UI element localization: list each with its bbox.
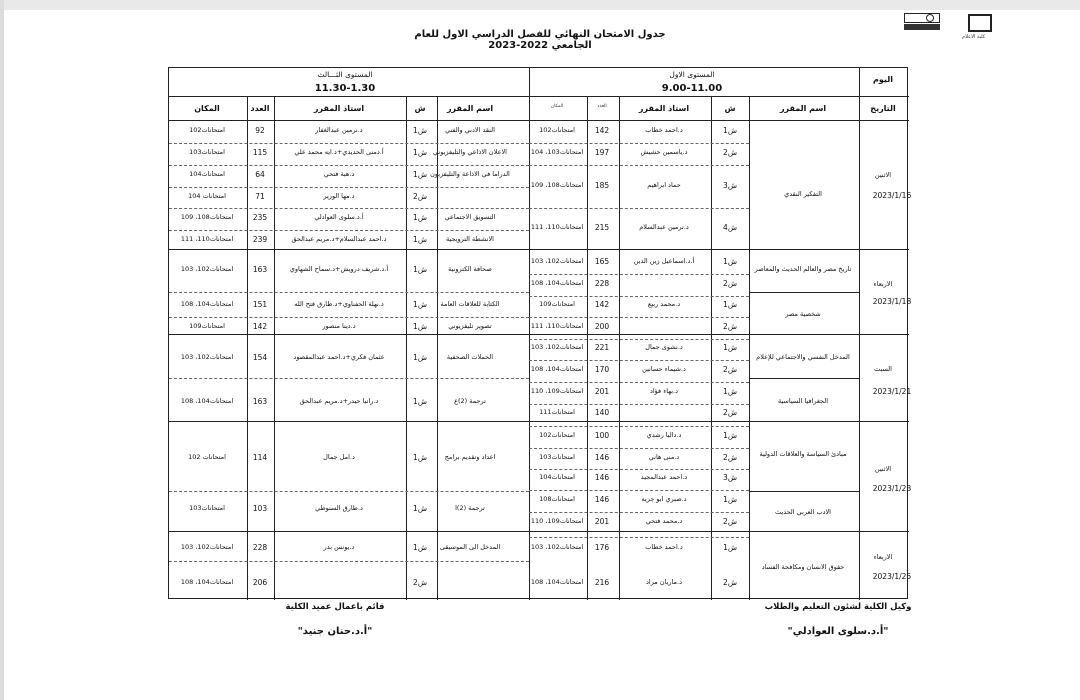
- l3-professor: أ.دمنى الحديدي+د.ايه محمد علي: [294, 148, 384, 156]
- l1-count: 197: [594, 148, 610, 157]
- l3-count: 151: [252, 300, 268, 309]
- l1-section: ش1: [723, 300, 737, 309]
- l3-section: ش1: [413, 265, 427, 274]
- l1-section: ش3: [723, 473, 737, 482]
- l3-section: ش1: [413, 213, 427, 222]
- l1-place: امتحانات111: [539, 408, 575, 416]
- exam-date: 2023/1/16: [872, 191, 912, 200]
- l1-count: 165: [594, 257, 610, 266]
- col-count-l1: العدد: [597, 104, 607, 109]
- l1-professor: د.ياسمين حشيش: [640, 148, 688, 156]
- l3-place: امتحانات102: [189, 126, 225, 134]
- l3-count: 235: [252, 213, 268, 222]
- l1-professor: د.احمد خطاب: [645, 126, 683, 134]
- level3-label: المستوى الثـــالث: [317, 70, 373, 79]
- level1-time: 9.00-11.00: [661, 83, 723, 94]
- l3-place: امتحانات104، 108: [180, 578, 234, 586]
- l1-professor: د.نرمين عبدالسلام: [639, 223, 689, 231]
- day-name: الاثنين: [874, 465, 892, 473]
- l3-count: 206: [252, 578, 268, 587]
- row-separator: [529, 469, 749, 470]
- l1-section: ش1: [723, 387, 737, 396]
- l1-course-name: الجغرافيا السياسية: [777, 397, 829, 405]
- row-separator: [529, 296, 749, 297]
- col-section-l3: ش: [414, 104, 426, 113]
- row-separator: [169, 292, 529, 293]
- l3-professor: د.طارق السنوطي: [315, 504, 363, 512]
- dean-name: "أ.د.حنان جنيد": [297, 626, 373, 637]
- faculty-logo-icon: [904, 13, 940, 31]
- l1-place: امتحانات110، 111: [530, 223, 584, 231]
- row-separator: [529, 208, 749, 209]
- l3-place: امتحانات102، 103: [180, 353, 234, 361]
- exam-date: 2023/1/23: [872, 484, 912, 493]
- col-place-l3: المكان: [194, 104, 220, 113]
- l3-course-name: اعداد وتقديم برامج: [444, 453, 496, 461]
- l1-professor: د.نشوى جمال: [645, 343, 683, 351]
- faculty-caption: كلية الاعلام: [962, 34, 986, 40]
- day-name: السبت: [874, 365, 892, 373]
- l1-section: ش1: [723, 343, 737, 352]
- l1-place: امتحانات110، 111: [530, 322, 584, 330]
- l1-count: 176: [594, 543, 610, 552]
- l3-place: امتحانات110، 111: [180, 235, 234, 243]
- l1-section: ش2: [723, 365, 737, 374]
- l1-place: امتحانات109، 110: [530, 517, 584, 525]
- l3-section: ش1: [413, 397, 427, 406]
- l1-professor: د.منى هاني: [648, 453, 680, 461]
- day-name: الاربعاء: [873, 280, 893, 288]
- day-rule: [169, 334, 909, 335]
- col-prof-l1: استاذ المقرر: [638, 104, 690, 113]
- row-separator: [529, 317, 749, 318]
- course-rule: [749, 292, 859, 293]
- l1-course-name: مبادئ السياسة والعلاقات الدولية: [759, 450, 847, 458]
- l1-count: 185: [594, 181, 610, 190]
- l1-count: 100: [594, 431, 610, 440]
- l1-section: ش1: [723, 431, 737, 440]
- l1-professor: د.داليا رشدي: [646, 431, 682, 439]
- column-rule: [749, 96, 750, 600]
- row-separator: [529, 274, 749, 275]
- l3-course-name: الاعلان الاذاعي والتليفزيوني: [433, 148, 507, 156]
- l3-course-name: الحملات الصحفية: [446, 353, 494, 361]
- l3-section: ش1: [413, 453, 427, 462]
- l1-count: 142: [594, 300, 610, 309]
- l1-place: امتحانات102، 103: [530, 257, 584, 265]
- l3-place: امتحانات103: [189, 504, 225, 512]
- row-separator: [529, 537, 749, 538]
- l1-place: امتحانات104، 108: [530, 365, 584, 373]
- l1-section: ش2: [723, 517, 737, 526]
- day-name: الاربعاء: [873, 553, 893, 561]
- exam-date: 2023/1/18: [872, 297, 912, 306]
- l1-professor: أ.د.اسماعيل زين الدين: [633, 257, 695, 265]
- l3-place: امتحانات103: [189, 148, 225, 156]
- l1-count: 201: [594, 517, 610, 526]
- level1-label: المستوى الاول: [669, 70, 715, 79]
- l1-count: 146: [594, 473, 610, 482]
- l1-count: 228: [594, 279, 610, 288]
- col-prof-l3: استاذ المقرر: [313, 104, 365, 113]
- l1-count: 216: [594, 578, 610, 587]
- row-separator: [169, 165, 529, 166]
- l3-course-name: ترجمة (2)ع: [454, 397, 486, 405]
- l1-place: امتحانات104: [539, 473, 575, 481]
- page-title: جدول الامتحان النهائي للفصل الدراسي الاول للعام الجامعي 2022-2023: [414, 29, 666, 51]
- l3-place: امتحانات 104: [188, 192, 226, 200]
- l3-professor: أ.د.سلوى العوادلي: [314, 213, 364, 221]
- row-separator: [529, 165, 749, 166]
- column-rule: [247, 96, 248, 600]
- l1-place: امتحانات109، 110: [530, 387, 584, 395]
- column-rule: [587, 96, 588, 600]
- level3-time: 11.30-1.30: [314, 83, 376, 94]
- l3-professor: د.احمد عبدالسلام+د.مريم عبدالحق: [291, 235, 387, 243]
- l1-professor: د.ماريان مراد: [646, 578, 682, 586]
- l1-course-name: حقوق الانسان ومكافحة الفساد: [761, 563, 845, 571]
- row-separator: [529, 512, 749, 513]
- l1-section: ش1: [723, 257, 737, 266]
- l3-section: ش1: [413, 148, 427, 157]
- l3-place: امتحانات104: [189, 170, 225, 178]
- course-rule: [749, 491, 859, 492]
- l1-count: 200: [594, 322, 610, 331]
- l3-count: 64: [255, 170, 265, 179]
- l3-count: 71: [255, 192, 265, 201]
- l1-place: امتحانات103، 104: [530, 148, 584, 156]
- l3-course-name: الدراما في الاذاعة والتليفزيون: [430, 170, 510, 178]
- l3-section: ش1: [413, 504, 427, 513]
- vice-dean-name: "أ.د.سلوى العوادلي": [787, 626, 889, 637]
- l1-count: 146: [594, 495, 610, 504]
- subheader-rule: [169, 120, 909, 121]
- l3-course-name: النقد الادبي والفني: [445, 126, 495, 134]
- l3-professor: د.امل جمال: [323, 453, 355, 461]
- l3-count: 103: [252, 504, 268, 513]
- l1-section: ش2: [723, 279, 737, 288]
- l3-section: ش1: [413, 300, 427, 309]
- day-name: الاثنين: [874, 171, 892, 179]
- l3-professor: عثمان فكري+د.احمد عبدالمقصود: [293, 353, 385, 361]
- l3-course-name: التسويق الاجتماعي: [444, 213, 496, 221]
- l1-count: 201: [594, 387, 610, 396]
- row-separator: [529, 426, 749, 427]
- l3-count: 142: [252, 322, 268, 331]
- exam-date: 2023/1/25: [872, 572, 912, 581]
- l3-place: امتحانات102، 103: [180, 265, 234, 273]
- day-rule: [169, 249, 909, 250]
- l3-section: ش1: [413, 353, 427, 362]
- row-separator: [529, 382, 749, 383]
- l1-section: ش2: [723, 578, 737, 587]
- l3-count: 92: [255, 126, 265, 135]
- page-left-edge: [0, 0, 4, 700]
- row-separator: [529, 143, 749, 144]
- l1-place: امتحانات102: [539, 431, 575, 439]
- l1-place: امتحانات102، 103: [530, 543, 584, 551]
- l3-count: 115: [252, 148, 268, 157]
- row-separator: [169, 378, 529, 379]
- l1-place: امتحانات102: [539, 126, 575, 134]
- l3-count: 163: [252, 397, 268, 406]
- l3-count: 163: [252, 265, 268, 274]
- l3-professor: د.هبة فتحي: [323, 170, 355, 178]
- header-rule: [169, 96, 909, 97]
- l3-course-name: تصوير تليفزيوني: [448, 322, 492, 330]
- l1-section: ش2: [723, 453, 737, 462]
- l1-place: امتحانات109: [539, 300, 575, 308]
- l3-place: امتحانات102، 103: [180, 543, 234, 551]
- l3-count: 228: [252, 543, 268, 552]
- day-rule: [169, 421, 909, 422]
- l1-professor: د.شيماء حسانين: [642, 365, 686, 373]
- day-rule: [169, 531, 909, 532]
- col-course-l3: اسم المقرر: [446, 104, 494, 113]
- l1-place: امتحانات102، 103: [530, 343, 584, 351]
- l3-section: ش1: [413, 543, 427, 552]
- l3-section: ش2: [413, 578, 427, 587]
- l1-count: 146: [594, 453, 610, 462]
- row-separator: [529, 339, 749, 340]
- l1-count: 221: [594, 343, 610, 352]
- l1-place: امتحانات104، 108: [530, 578, 584, 586]
- l1-section: ش2: [723, 408, 737, 417]
- l3-professor: د.نرمين عبدالغفار: [315, 126, 363, 134]
- row-separator: [169, 561, 529, 562]
- date-header: التاريخ: [870, 104, 896, 113]
- l1-professor: د.صبري ابو جزيه: [641, 495, 687, 503]
- l3-count: 114: [252, 453, 268, 462]
- row-separator: [169, 187, 529, 188]
- l1-professor: د.محمد فتحي: [645, 517, 683, 525]
- university-logo-icon: [968, 14, 992, 32]
- l1-professor: د.بهاء فؤاد: [649, 387, 679, 395]
- l3-section: ش1: [413, 322, 427, 331]
- l1-place: امتحانات108، 109: [530, 181, 584, 189]
- page-top-edge: [0, 0, 1080, 10]
- l1-place: امتحانات103: [539, 453, 575, 461]
- l1-professor: حماد ابراهيم: [647, 181, 681, 189]
- l1-count: 140: [594, 408, 610, 417]
- l3-course-name: الكتابة للعلاقات العامة: [440, 300, 500, 308]
- col-count-l3: العدد: [250, 104, 270, 113]
- l1-course-name: الادب العربي الحديث: [775, 508, 831, 516]
- col-place-l1: المكان: [550, 104, 564, 109]
- date-column-rule: [859, 68, 860, 600]
- l3-course-name: ترجمة (2)ا: [455, 504, 485, 512]
- vice-dean-title: وكيل الكلية لشئون التعليم والطلاب: [764, 602, 912, 612]
- column-rule: [711, 96, 712, 600]
- l1-section: ش1: [723, 495, 737, 504]
- col-section-l1: ش: [724, 104, 736, 113]
- dean-title: قائم باعمال عميد الكلية: [285, 602, 385, 612]
- l1-course-name: المدخل النفسي والاجتماعي للإعلام: [756, 353, 850, 361]
- l1-count: 170: [594, 365, 610, 374]
- l1-section: ش1: [723, 126, 737, 135]
- l3-section: ش1: [413, 235, 427, 244]
- l3-professor: د.دينا منصور: [322, 322, 356, 330]
- row-separator: [169, 208, 529, 209]
- l1-count: 142: [594, 126, 610, 135]
- l1-place: امتحانات108: [539, 495, 575, 503]
- l3-count: 154: [252, 353, 268, 362]
- day-header: اليوم: [873, 75, 893, 84]
- l1-course-name: تاريخ مصر والعالم الحديث والمعاصر: [754, 265, 852, 273]
- l3-professor: د.يونس بدر: [323, 543, 355, 551]
- l3-place: امتحانات109: [189, 322, 225, 330]
- l1-professor: د.احمد عبدالمجيد: [640, 473, 688, 481]
- row-separator: [529, 448, 749, 449]
- row-separator: [169, 317, 529, 318]
- l1-section: ش3: [723, 181, 737, 190]
- l3-course-name: صحافة الكترونية: [448, 265, 492, 273]
- l1-professor: د.احمد خطاب: [645, 543, 683, 551]
- l1-section: ش2: [723, 322, 737, 331]
- l1-section: ش2: [723, 148, 737, 157]
- l1-section: ش1: [723, 543, 737, 552]
- l3-place: امتحانات108، 109: [180, 213, 234, 221]
- column-rule: [406, 96, 407, 600]
- l1-professor: د.محمد ربيع: [647, 300, 681, 308]
- l3-course-name: الانشطة الترويجية: [446, 235, 494, 243]
- col-course-l1: اسم المقرر: [779, 104, 827, 113]
- l3-count: 239: [252, 235, 268, 244]
- l3-section: ش2: [413, 192, 427, 201]
- l3-place: امتحانات104، 108: [180, 397, 234, 405]
- l3-professor: د.مها الوزير: [323, 192, 355, 200]
- row-separator: [529, 404, 749, 405]
- l3-course-name: المدخل الى الموسيقى: [439, 543, 501, 551]
- exam-date: 2023/1/21: [872, 387, 912, 396]
- row-separator: [169, 230, 529, 231]
- course-rule: [749, 378, 859, 379]
- column-rule: [274, 96, 275, 600]
- row-separator: [169, 491, 529, 492]
- l1-course-name: شخصية مصر: [785, 310, 821, 318]
- l3-place: امتحانات104، 108: [180, 300, 234, 308]
- l1-count: 215: [594, 223, 610, 232]
- l1-course-name: التفكير النقدي: [784, 190, 822, 198]
- l3-professor: د.نهلة الحفناوي+د.طارق فتح الله: [294, 300, 384, 308]
- l3-section: ش1: [413, 126, 427, 135]
- row-separator: [169, 143, 529, 144]
- l1-section: ش4: [723, 223, 737, 232]
- column-rule: [619, 96, 620, 600]
- l3-section: ش1: [413, 170, 427, 179]
- l3-professor: د.رانيا حيدر+د.مريم عبدالحق: [299, 397, 379, 405]
- row-separator: [529, 360, 749, 361]
- l3-place: امتحانات 102: [188, 453, 226, 461]
- l1-place: امتحانات104، 108: [530, 279, 584, 287]
- row-separator: [529, 490, 749, 491]
- l3-professor: أ.د.شريف درويش+د.سماح الشهاوي: [289, 265, 389, 273]
